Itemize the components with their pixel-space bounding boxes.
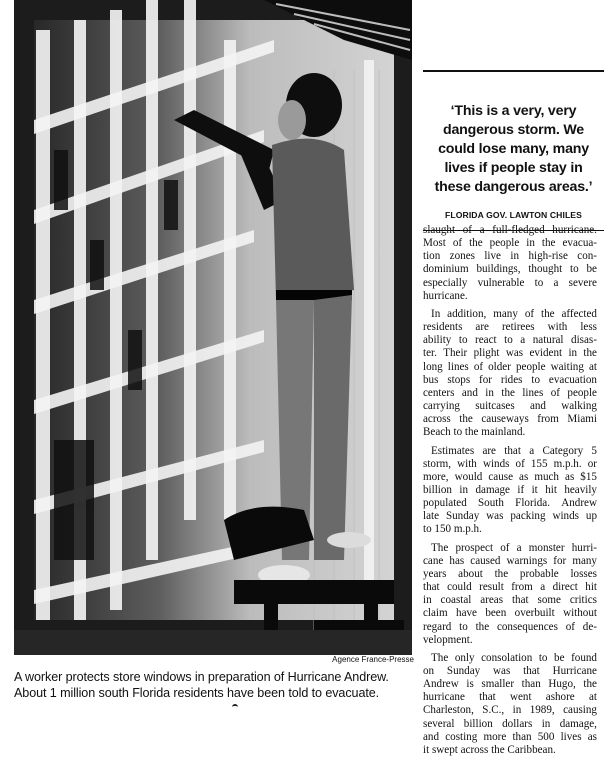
article-line: velopment. [423,633,473,646]
article-line: bus stops for rides to evacuation [423,373,597,386]
article-line: dominium buildings, thought to be [423,263,597,276]
article-line: to 150 m.p.h. [423,523,482,536]
article-line: cane has caused warnings for many [423,554,597,567]
article-line: that could result from a direct hit [423,581,597,594]
pull-quote-line: could lose many, many [438,141,589,157]
article-line: years about the probable losses [423,567,597,580]
article-line: centers and in the lines of people [423,386,597,399]
article-line: ter. Their plight was evident in the [423,347,597,360]
article-line: on Sunday was that Hurricane [423,665,597,677]
article-line: hurricane. [423,289,468,302]
pull-quote-line: these dangerous areas.’ [434,179,593,195]
caption-line: About 1 million south Florida residents have been told to evacuate. [14,686,380,700]
caption-line: A worker protects store windows in preparation of Hurricane Andrew. [14,670,389,684]
article-line: in coastal areas that some critics [423,594,597,607]
article-line: storm, with winds of 155 m.p.h. or [423,457,597,470]
article-line: tion zones live in high-rise con- [423,250,597,263]
article-line: The prospect of a monster hurri- [431,541,597,554]
article-line: populated South Florida. Andrew [423,497,597,510]
photo-credit: Agence France-Presse [332,655,414,664]
article-line: several billion dollars in damage, [423,717,597,730]
news-photo [14,0,412,655]
article-column [423,224,597,757]
article-line: carrying suitcases and walking [423,400,597,413]
article-line: late Sunday was packing winds up [423,510,597,523]
article-line: and costing more than 500 lives as [423,730,597,743]
pull-quote-line: dangerous storm. We [443,122,584,138]
article-line: claim have been overbuilt without [423,607,597,620]
article-line: more, would cause as much as $15 [423,470,597,483]
article-line: across the causeways from Miami [423,413,597,426]
article-line: Andrew is smaller than Hugo, the [423,678,597,691]
pull-quote [423,102,604,197]
pull-quote-top-rule [423,70,604,72]
article-line: billion in damage if it hit heavily [423,483,597,496]
article-line: long lines of older people waiting at [423,360,597,373]
article-line: Estimates are that a Category 5 [431,444,597,457]
article-line: regard to the consequences of de- [423,620,597,633]
article-line: Charleston, S.C., in 1989, causing [423,704,597,717]
pull-quote-line: lives if people stay in [444,160,583,176]
worker-taping-windows-image [14,0,412,655]
print-smudge [232,704,238,710]
article-line: especially vulnerable to a severe [423,276,597,289]
pull-quote-line: ‘This is a very, very [450,103,577,119]
article-line: In addition, many of the affected [431,307,597,320]
article-line: ability to react to a natural disas- [423,334,597,347]
pull-quote-attribution: FLORIDA GOV. LAWTON CHILES [445,210,582,220]
pull-quote-box [423,70,604,231]
article-line: Most of the people in the evacua- [423,237,597,250]
article-line: Beach to the mainland. [423,426,526,439]
article-line: it swept across the Caribbean. [423,743,556,756]
article-line: slaught of a full-fledged hurricane. [423,224,597,236]
article-line: hurricane that went ashore at [423,691,597,704]
article-line: The only consolation to be found [431,651,597,664]
photo-caption [14,669,414,701]
article-line: residents are retirees with less [423,321,597,334]
